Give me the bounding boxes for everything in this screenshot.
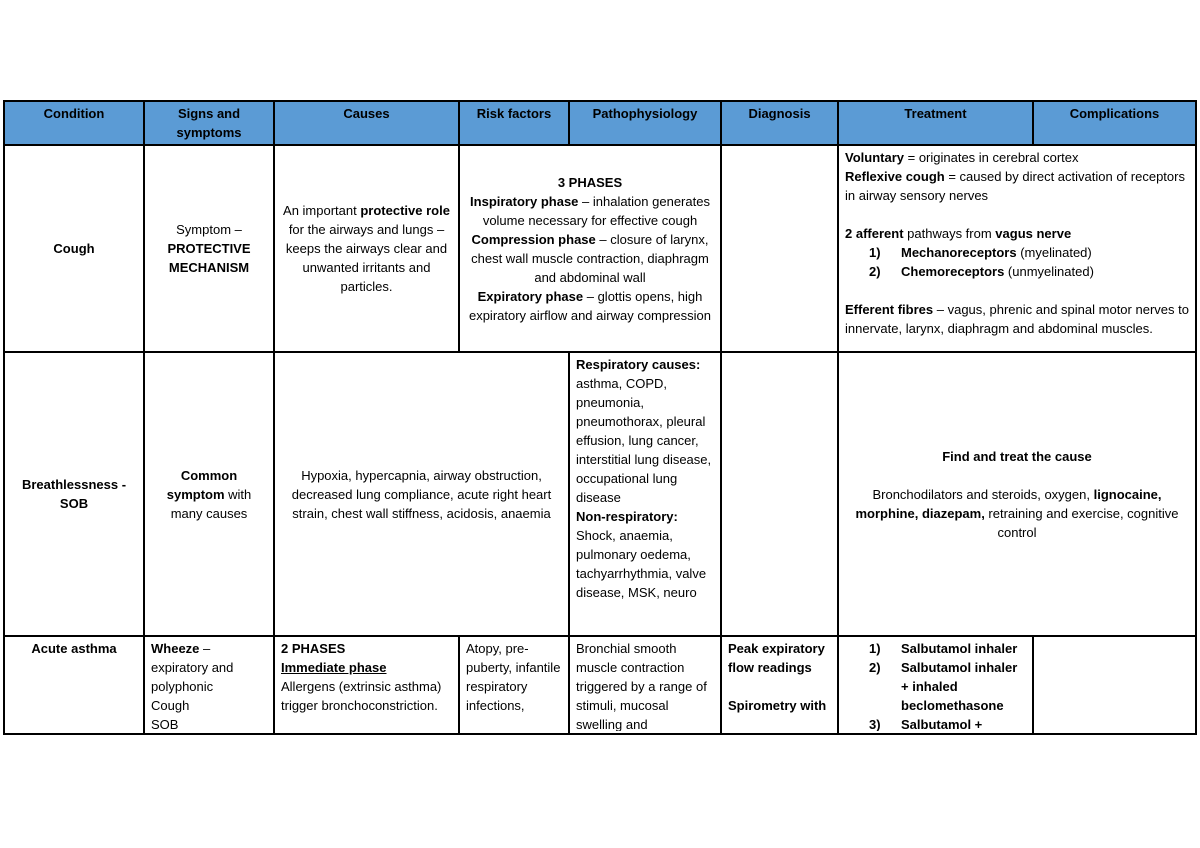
cell-breathlessness-signs: Common symptom with many causes [144,352,274,636]
header-row [4,101,1196,145]
asthma-condition-text: Acute asthma [31,641,117,656]
header-condition: Condition [4,101,144,145]
cell-asthma-signs [144,636,274,734]
cell-asthma-condition [4,636,144,734]
cell-asthma-pathophysiology [569,636,721,734]
cough-treatment-text: Voluntary = originates in cerebral cortex Reflexive cough = caused by direct activation of receptors in airway sensory nerves 2 afferent pathways from vagus nerve 1) Mechanoreceptors (myelinated) 2) Chemoreceptors (unmyelinated) Efferent fibres – vagus, phrenic and spinal motor nerves to innervate, larynx, diaphragm and abdominal muscles. [845,150,1189,336]
cell-breathlessness-diagnosis [721,352,838,636]
header-causes: Causes [274,101,459,145]
asthma-signs-text: Wheeze – expiratory and polyphonic Cough SOB [151,641,234,731]
cell-cough-condition: Cough [4,145,144,352]
asthma-complications-text [1040,639,1189,731]
header-pathophysiology: Pathophysiology [569,101,721,145]
cell-asthma-complications [1033,636,1196,734]
asthma-treatment-text: 1) Salbutamol inhaler 2) Salbutamol inhaler + inhaled beclomethasone 3) Salbutamol + [869,641,1018,731]
asthma-risk-text: Atopy, pre-puberty, infantile respiratory infections, [466,641,561,713]
cell-breathlessness-treatment: Find and treat the cause Bronchodilators and steroids, oxygen, lignocaine, morphine, diazepam, retraining and exercise, cognitive control [838,352,1196,636]
cell-asthma-causes [274,636,459,734]
header-treatment: Treatment [838,101,1033,145]
header-complications: Complications [1033,101,1196,145]
row-breathlessness [4,352,1196,636]
header-risk-factors: Risk factors [459,101,569,145]
cell-cough-treatment [838,145,1196,352]
conditions-table [3,100,1197,735]
cell-asthma-diagnosis [721,636,838,734]
row-cough [4,145,1196,352]
cell-breathlessness-condition: Breathlessness - SOB [4,352,144,636]
row-acute-asthma [4,636,1196,734]
cell-cough-signs: Symptom – PROTECTIVE MECHANISM [144,145,274,352]
cell-cough-causes: An important protective role for the airways and lungs – keeps the airways clear and unwanted irritants and particles. [274,145,459,352]
cell-asthma-treatment [838,636,1033,734]
cell-asthma-risk-factors [459,636,569,734]
asthma-causes-text: 2 PHASES Immediate phase Allergens (extrinsic asthma) trigger bronchoconstriction. [281,641,442,713]
asthma-diagnosis-text: Peak expiratory flow readings Spirometry with [728,641,827,713]
header-diagnosis: Diagnosis [721,101,838,145]
asthma-pathophysiology-text: Bronchial smooth muscle contraction triggered by a range of stimuli, mucosal swelling and [576,641,707,731]
header-signs-symptoms: Signs and symptoms [144,101,274,145]
cell-cough-risk-pathophysiology: 3 PHASES Inspiratory phase – inhalation generates volume necessary for effective cough Compression phase – closure of larynx, chest wall muscle contraction, diaphragm and abdominal wall Expiratory phase – glottis opens, high expiratory airflow and airway compression [459,145,721,352]
cell-breathlessness-pathophysiology: Respiratory causes: asthma, COPD, pneumonia, pneumothorax, pleural effusion, lung cancer, interstitial lung disease, occupational lung disease Non-respiratory: Shock, anaemia, pulmonary oedema, tachyarrhythmia, valve disease, MSK, neuro [569,352,721,636]
cell-breathlessness-causes-risk: Hypoxia, hypercapnia, airway obstruction, decreased lung compliance, acute right heart strain, chest wall stiffness, acidosis, anaemia [274,352,569,636]
cell-cough-diagnosis [721,145,838,352]
